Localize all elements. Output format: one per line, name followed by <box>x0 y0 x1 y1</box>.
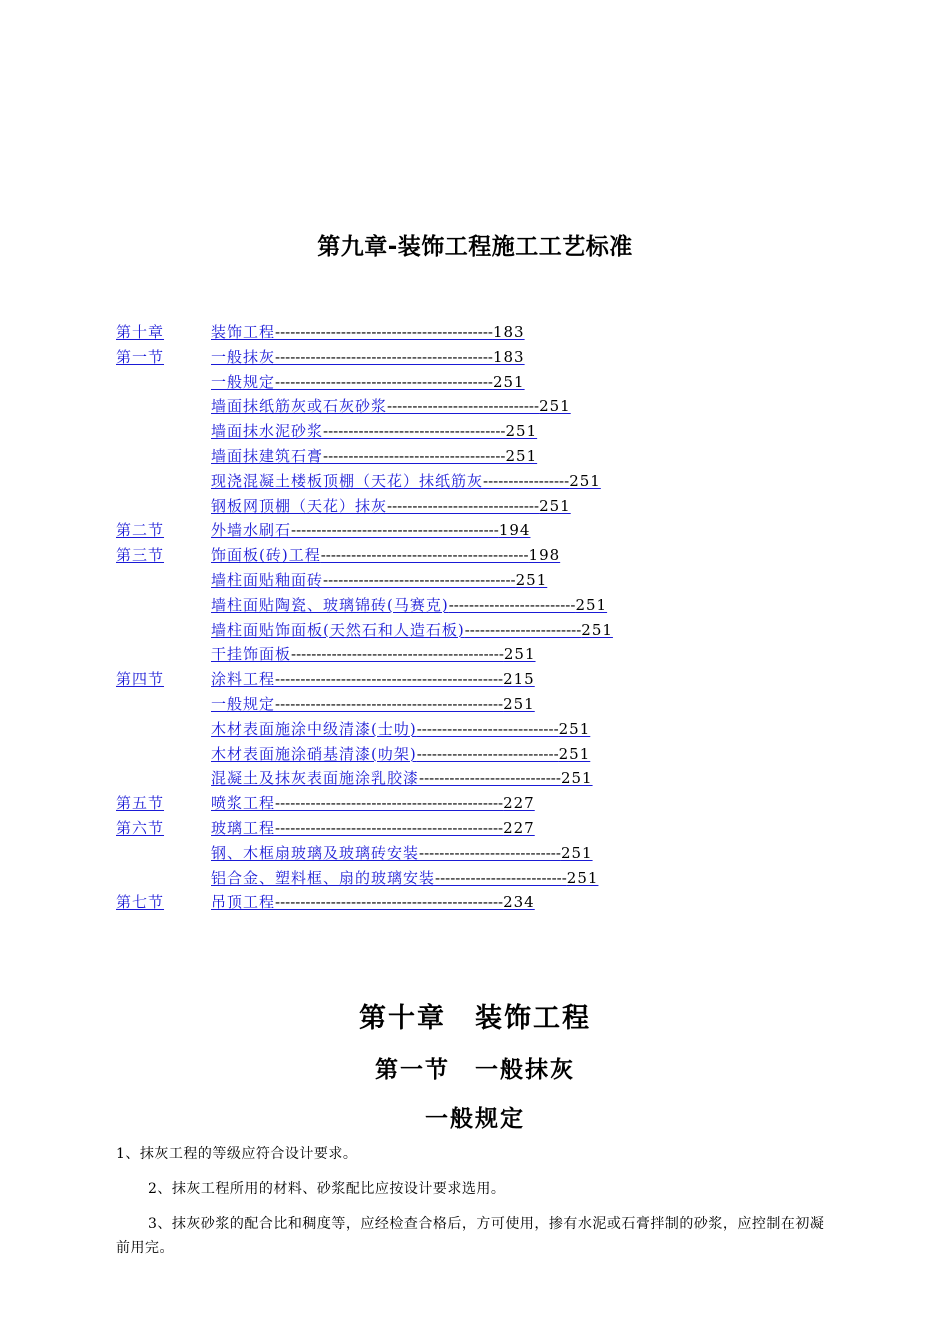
toc-page-number: 183 <box>492 347 525 366</box>
toc-entry-label: 一般规定 <box>211 372 276 391</box>
toc-entry-label: 墙面抹纸筋灰或石灰砂浆 <box>211 397 388 416</box>
toc-row[interactable] <box>116 667 776 692</box>
toc-row[interactable] <box>116 841 776 866</box>
toc-entry-label: 一般规定 <box>211 694 276 713</box>
toc-row[interactable] <box>116 469 776 494</box>
toc-entry-label: 钢、木框扇玻璃及玻璃砖安装 <box>211 843 420 862</box>
toc-entry-link[interactable] <box>211 816 535 841</box>
toc-entry-link[interactable] <box>211 568 547 593</box>
toc-leader: --------------------------------------------- <box>275 818 504 837</box>
toc-entry-link[interactable] <box>211 642 536 667</box>
toc-row[interactable] <box>116 742 776 767</box>
toc-entry-label: 玻璃工程 <box>211 818 276 837</box>
table-of-contents <box>116 320 776 915</box>
toc-row[interactable] <box>116 593 776 618</box>
document-title: 第九章-装饰工程施工工艺标准 <box>317 234 633 260</box>
toc-row[interactable] <box>116 791 776 816</box>
body-paragraph: 1、抹灰工程的等级应符合设计要求。 <box>116 1146 358 1162</box>
toc-page-number: 251 <box>569 471 601 490</box>
toc-leader: -------------------------- <box>435 868 567 887</box>
toc-entry-label: 木材表面施涂中级清漆(士叻) <box>211 719 417 738</box>
toc-entry-link[interactable] <box>211 419 537 444</box>
toc-entry-link[interactable] <box>211 394 571 419</box>
toc-leader: ----------------------------------------- <box>320 546 529 565</box>
toc-section-link[interactable]: 第六节 <box>116 818 165 837</box>
toc-entry-link[interactable] <box>211 518 530 543</box>
toc-entry-link[interactable] <box>211 593 607 618</box>
toc-row[interactable] <box>116 419 776 444</box>
toc-leader: ---------------------------- <box>416 744 559 763</box>
toc-leader: ------------------------------------------- <box>275 372 493 391</box>
toc-leader: ---------------------------- <box>419 843 561 862</box>
section-heading: 第一节 一般抹灰 <box>375 1057 575 1083</box>
toc-row[interactable] <box>116 890 776 915</box>
subsection-heading: 一般规定 <box>425 1106 525 1132</box>
toc-page-number: 251 <box>505 422 538 441</box>
toc-entry-link[interactable] <box>211 791 535 816</box>
toc-entry-label: 墙柱面贴陶瓷、玻璃锦砖(马赛克) <box>211 595 449 614</box>
toc-entry-link[interactable] <box>211 841 593 866</box>
toc-entry-link[interactable] <box>211 717 590 742</box>
toc-entry-label: 墙柱面贴釉面砖 <box>211 570 324 589</box>
toc-page-number: 251 <box>539 397 571 416</box>
toc-page-number: 251 <box>492 372 525 391</box>
toc-page-number: 194 <box>498 521 531 540</box>
toc-page-number: 234 <box>503 893 535 912</box>
toc-row[interactable] <box>116 642 776 667</box>
toc-section-link[interactable]: 第四节 <box>116 670 165 689</box>
toc-entry-link[interactable] <box>211 667 535 692</box>
toc-row[interactable] <box>116 320 776 345</box>
toc-section-link[interactable]: 第十章 <box>116 323 165 341</box>
toc-page-number: 251 <box>503 645 536 664</box>
toc-entry-label: 喷浆工程 <box>211 794 276 813</box>
toc-page-number: 251 <box>515 570 548 589</box>
toc-row[interactable] <box>116 766 776 791</box>
toc-entry-label: 涂料工程 <box>211 670 276 689</box>
toc-entry-link[interactable] <box>211 320 525 345</box>
toc-entry-link[interactable] <box>211 444 537 469</box>
toc-section-link[interactable]: 第三节 <box>116 546 165 565</box>
toc-page-number: 227 <box>503 818 535 837</box>
toc-entry-label: 干挂饰面板 <box>211 645 292 664</box>
toc-leader: ----------------------- <box>464 620 582 639</box>
toc-entry-label: 墙面抹水泥砂浆 <box>211 422 324 441</box>
toc-entry-link[interactable] <box>211 618 613 643</box>
toc-row[interactable] <box>116 370 776 395</box>
toc-entry-label: 墙柱面贴饰面板(天然石和人造石板) <box>211 620 465 639</box>
toc-row[interactable] <box>116 494 776 519</box>
toc-section-link[interactable]: 第五节 <box>116 794 165 813</box>
toc-leader: ----------------- <box>483 471 570 490</box>
toc-leader: ------------------------------------ <box>323 446 506 465</box>
toc-leader: --------------------------------------------- <box>275 794 504 813</box>
toc-leader: ---------------------------- <box>416 719 559 738</box>
toc-row[interactable] <box>116 444 776 469</box>
toc-leader: ------------------------------------------- <box>275 323 493 341</box>
toc-entry-label: 铝合金、塑料框、扇的玻璃安装 <box>211 868 436 887</box>
toc-row[interactable] <box>116 568 776 593</box>
toc-leader: --------------------------------------------- <box>275 694 504 713</box>
toc-section-link[interactable]: 第七节 <box>116 893 165 912</box>
toc-row[interactable] <box>116 816 776 841</box>
toc-page-number: 251 <box>575 595 608 614</box>
toc-page-number: 251 <box>505 446 538 465</box>
toc-page-number: 183 <box>492 323 525 341</box>
toc-leader: --------------------------------------------- <box>275 670 504 689</box>
toc-leader: -------------------------------------- <box>323 570 516 589</box>
toc-entry-link[interactable] <box>211 692 535 717</box>
toc-entry-link[interactable] <box>211 494 571 519</box>
toc-entry-link[interactable] <box>211 345 525 370</box>
toc-section-link[interactable]: 第二节 <box>116 521 165 540</box>
toc-page-number: 251 <box>558 744 591 763</box>
toc-leader: ------------------------------------ <box>323 422 506 441</box>
toc-row[interactable] <box>116 543 776 568</box>
toc-row[interactable] <box>116 618 776 643</box>
toc-leader: ------------------------------ <box>387 397 540 416</box>
toc-leader: ------------------------------------------ <box>291 645 504 664</box>
toc-page-number: 251 <box>560 769 593 788</box>
body-paragraph: 3、抹灰砂浆的配合比和稠度等，应经检查合格后，方可使用，掺有水泥或石膏拌制的砂浆，应控制在初凝前用完。 <box>116 1216 825 1256</box>
toc-row[interactable] <box>116 692 776 717</box>
toc-entry-label: 一般抹灰 <box>211 347 276 366</box>
toc-entry-label: 外墙水刷石 <box>211 521 292 540</box>
toc-section-link[interactable]: 第一节 <box>116 347 165 366</box>
toc-entry-label: 吊顶工程 <box>211 893 276 912</box>
toc-leader: ------------------------------------------- <box>275 347 493 366</box>
toc-entry-label: 墙面抹建筑石膏 <box>211 446 324 465</box>
toc-leader: ---------------------------- <box>419 769 561 788</box>
toc-leader: --------------------------------------------- <box>275 893 504 912</box>
toc-page-number: 198 <box>528 546 561 565</box>
toc-page-number: 215 <box>503 670 535 689</box>
toc-row[interactable] <box>116 518 776 543</box>
toc-entry-label: 木材表面施涂硝基清漆(叻架) <box>211 744 417 763</box>
toc-entry-link[interactable] <box>211 890 535 915</box>
toc-entry-label: 饰面板(砖)工程 <box>211 546 321 565</box>
toc-row[interactable] <box>116 866 776 891</box>
toc-entry-label: 装饰工程 <box>211 323 276 341</box>
toc-page-number: 227 <box>503 794 535 813</box>
toc-entry-link[interactable] <box>211 742 590 767</box>
toc-page-number: 251 <box>503 694 535 713</box>
toc-leader: ------------------------- <box>448 595 576 614</box>
toc-entry-link[interactable] <box>211 766 593 791</box>
chapter-heading: 第十章 装饰工程 <box>359 1003 591 1034</box>
toc-entry-label: 混凝土及抹灰表面施涂乳胶漆 <box>211 769 420 788</box>
toc-page-number: 251 <box>558 719 591 738</box>
toc-entry-link[interactable] <box>211 543 560 568</box>
toc-entry-label: 钢板网顶棚（天花）抹灰 <box>211 496 388 515</box>
toc-row[interactable] <box>116 717 776 742</box>
toc-row[interactable] <box>116 345 776 370</box>
toc-page-number: 251 <box>566 868 599 887</box>
toc-entry-link[interactable] <box>211 469 601 494</box>
toc-entry-link[interactable] <box>211 866 598 891</box>
toc-entry-label: 现浇混凝土楼板顶棚（天花）抹纸筋灰 <box>211 471 484 490</box>
toc-entry-link[interactable] <box>211 370 525 395</box>
toc-row[interactable] <box>116 394 776 419</box>
toc-page-number: 251 <box>581 620 613 639</box>
body-paragraph: 2、抹灰工程所用的材料、砂浆配比应按设计要求选用。 <box>148 1181 506 1197</box>
toc-leader: ------------------------------ <box>387 496 540 515</box>
toc-page-number: 251 <box>560 843 593 862</box>
toc-page-number: 251 <box>539 496 571 515</box>
toc-leader: ----------------------------------------- <box>291 521 499 540</box>
